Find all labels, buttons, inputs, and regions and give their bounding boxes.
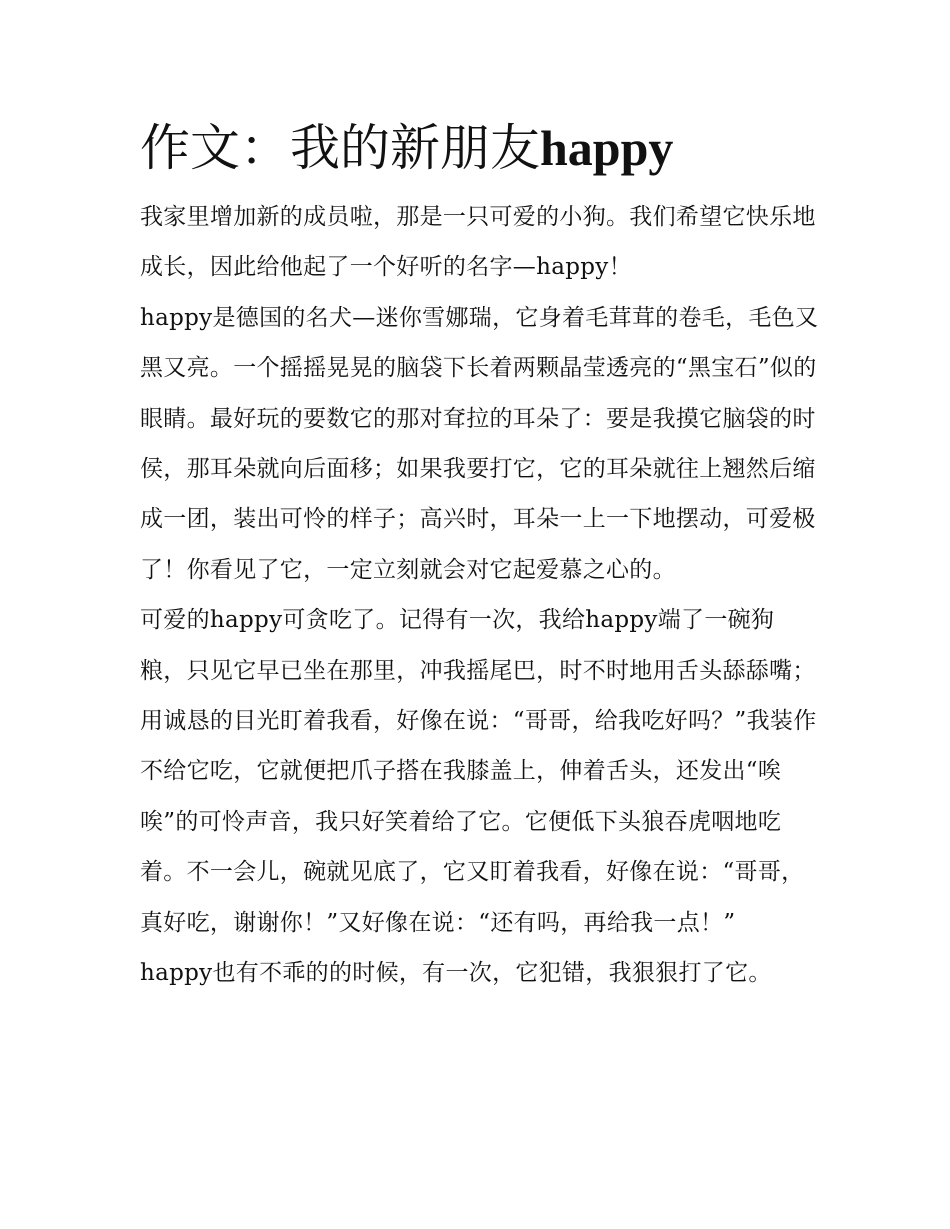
paragraph-greedy: 可爱的happy可贪吃了。记得有一次，我给happy端了一碗狗粮，只见它早已坐在那里，冲我摇尾巴，时不时地用舌头舔舔嘴；用诚恳的目光盯着我看，好像在说：“哥哥，给我吃好吗？”我装作不给它吃，它就便把爪子搭在我膝盖上，伸着舌头，还发出“唉唉”的可怜声音，我只好笑着给了它。它便低下头狼吞虎咽地吃着。不一会儿，碗就见底了，它又盯着我看，好像在说：“哥哥，真好吃，谢谢你！”又好像在说：“还有吗，再给我一点！” — [140, 607, 817, 936]
title-text: 作文：我的新朋友 — [140, 119, 540, 177]
paragraph-intro: 我家里增加新的成员啦，那是一只可爱的小狗。我们希望它快乐地成长，因此给他起了一个好听的名字—happy！ — [140, 204, 816, 281]
document-page — [140, 112, 820, 999]
paragraph-naughty: happy也有不乖的的时候，有一次，它犯错，我狠狠打了它。 — [140, 960, 772, 987]
paragraph-appearance: happy是德国的名犬—迷你雪娜瑞，它身着毛茸茸的卷毛，毛色又黑又亮。一个摇摇晃晃的脑袋下长着两颗晶莹透亮的“黑宝石”似的眼睛。最好玩的要数它的那对耷拉的耳朵了：要是我摸它脑袋的时侯，那耳朵就向后面移；如果我要打它，它的耳朵就往上翘然后缩成一团，装出可怜的样子；高兴时，耳朵一上一下地摆动，可爱极了！你看见了它，一定立刻就会对它起爱慕之心的。 — [140, 304, 819, 583]
title-pet-name: happy — [540, 120, 674, 176]
document-title — [140, 112, 820, 184]
